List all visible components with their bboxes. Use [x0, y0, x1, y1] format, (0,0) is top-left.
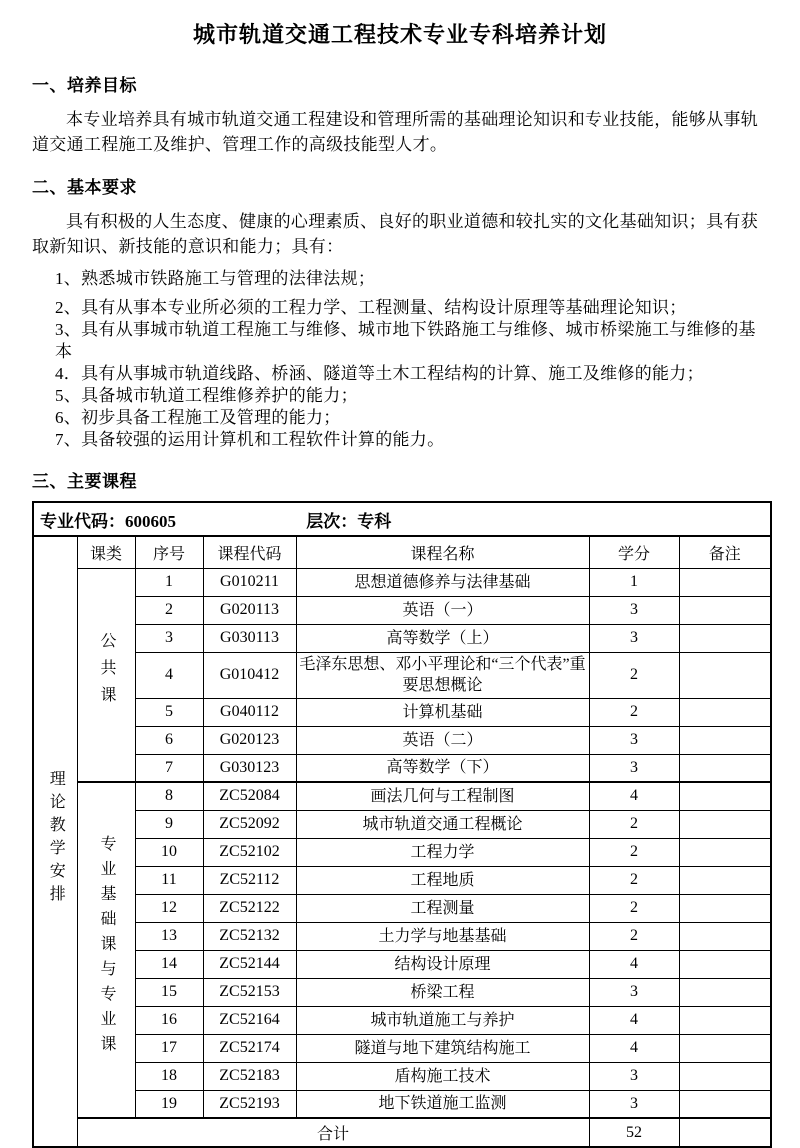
course-seq: 10: [135, 838, 203, 866]
course-credits: 2: [589, 894, 679, 922]
course-code: G040112: [203, 698, 296, 726]
table-row: [33, 950, 771, 978]
course-seq: 17: [135, 1034, 203, 1062]
course-remarks: [679, 596, 771, 624]
course-name: 土力学与地基基础: [296, 922, 589, 950]
table-total-row: [33, 1118, 771, 1147]
courses-table: [32, 501, 772, 1148]
course-code: G010211: [203, 568, 296, 596]
course-credits: 3: [589, 1062, 679, 1090]
course-code: G020123: [203, 726, 296, 754]
course-credits: 4: [589, 1006, 679, 1034]
course-remarks: [679, 1062, 771, 1090]
course-name: 结构设计原理: [296, 950, 589, 978]
side-label-vertical: 理论教学安排: [47, 770, 65, 908]
course-credits: 4: [589, 782, 679, 810]
course-seq: 9: [135, 810, 203, 838]
course-code: ZC52112: [203, 866, 296, 894]
course-code: G030123: [203, 754, 296, 782]
course-remarks: [679, 624, 771, 652]
table-row: [33, 838, 771, 866]
course-seq: 18: [135, 1062, 203, 1090]
course-remarks: [679, 652, 771, 698]
course-seq: 3: [135, 624, 203, 652]
col-header-code: 课程代码: [203, 536, 296, 568]
course-credits: 4: [589, 1034, 679, 1062]
course-seq: 7: [135, 754, 203, 782]
course-remarks: [679, 1090, 771, 1118]
course-code: ZC52144: [203, 950, 296, 978]
table-row: [33, 568, 771, 596]
side-label-cell: [33, 536, 77, 1147]
requirement-item: 7、具备较强的运用计算机和工程软件计算的能力。: [55, 430, 445, 449]
table-row: [33, 922, 771, 950]
table-header-row: [33, 536, 771, 568]
course-remarks: [679, 754, 771, 782]
requirements-list: [55, 268, 768, 451]
col-header-credits: 学分: [589, 536, 679, 568]
course-remarks: [679, 838, 771, 866]
course-seq: 6: [135, 726, 203, 754]
course-name: 高等数学（上）: [296, 624, 589, 652]
total-remarks: [679, 1118, 771, 1147]
course-code: ZC52193: [203, 1090, 296, 1118]
course-remarks: [679, 866, 771, 894]
course-seq: 12: [135, 894, 203, 922]
course-remarks: [679, 1034, 771, 1062]
course-credits: 3: [589, 726, 679, 754]
col-header-remarks: 备注: [679, 536, 771, 568]
requirement-item: 1、熟悉城市铁路施工与管理的法律法规；: [55, 269, 376, 288]
goal-paragraph: 本专业培养具有城市轨道交通工程建设和管理所需的基础理论知识和专业技能，能够从事轨道交通工程施工及维护、管理工作的高级技能型人才。: [32, 110, 758, 154]
course-seq: 1: [135, 568, 203, 596]
course-seq: 15: [135, 978, 203, 1006]
table-row: [33, 624, 771, 652]
course-seq: 2: [135, 596, 203, 624]
course-name: 城市轨道施工与养护: [296, 1006, 589, 1034]
course-name: 桥梁工程: [296, 978, 589, 1006]
course-remarks: [679, 782, 771, 810]
course-credits: 2: [589, 810, 679, 838]
table-row: [33, 652, 771, 698]
course-code: ZC52174: [203, 1034, 296, 1062]
col-header-seq: 序号: [135, 536, 203, 568]
course-code: G030113: [203, 624, 296, 652]
major-code-label: 专业代码：600605: [40, 511, 176, 531]
course-code: ZC52153: [203, 978, 296, 1006]
course-name: 城市轨道交通工程概论: [296, 810, 589, 838]
course-credits: 2: [589, 652, 679, 698]
table-row: [33, 596, 771, 624]
course-credits: 2: [589, 922, 679, 950]
course-remarks: [679, 726, 771, 754]
requirement-item: 3、具有从事城市轨道工程施工与维修、城市地下铁路施工与维修、城市桥梁施工与维修的基本: [55, 320, 756, 361]
course-remarks: [679, 1006, 771, 1034]
course-seq: 13: [135, 922, 203, 950]
course-code: ZC52084: [203, 782, 296, 810]
course-name: 地下铁道施工监测: [296, 1090, 589, 1118]
course-credits: 4: [589, 950, 679, 978]
table-row: [33, 866, 771, 894]
table-row: [33, 754, 771, 782]
doc-title: 城市轨道交通工程技术专业专科培养计划: [192, 22, 607, 47]
course-name: 思想道德修养与法律基础: [296, 568, 589, 596]
course-credits: 3: [589, 1090, 679, 1118]
section-heading-requirements: 二、基本要求: [32, 178, 137, 197]
course-credits: 2: [589, 866, 679, 894]
course-name: 隧道与地下建筑结构施工: [296, 1034, 589, 1062]
course-remarks: [679, 894, 771, 922]
table-row: [33, 810, 771, 838]
course-seq: 16: [135, 1006, 203, 1034]
table-row: [33, 1034, 771, 1062]
course-seq: 5: [135, 698, 203, 726]
course-name: 毛泽东思想、邓小平理论和“三个代表”重要思想概论: [296, 652, 589, 698]
course-credits: 3: [589, 754, 679, 782]
course-remarks: [679, 810, 771, 838]
course-code: G020113: [203, 596, 296, 624]
table-row: [33, 698, 771, 726]
table-meta-row: [33, 502, 771, 536]
course-code: ZC52092: [203, 810, 296, 838]
table-meta-cell: [33, 502, 771, 536]
course-credits: 3: [589, 978, 679, 1006]
course-remarks: [679, 698, 771, 726]
table-row: [33, 1090, 771, 1118]
requirement-item: 5、具备城市轨道工程维修养护的能力；: [55, 386, 358, 405]
category-label-vertical: 专业基础课与专业课: [98, 835, 115, 1060]
level-label: 层次：专科: [306, 511, 392, 531]
course-seq: 14: [135, 950, 203, 978]
course-code: ZC52183: [203, 1062, 296, 1090]
course-name: 工程力学: [296, 838, 589, 866]
course-name: 画法几何与工程制图: [296, 782, 589, 810]
requirements-intro: 具有积极的人生态度、健康的心理素质、良好的职业道德和较扎实的文化基础知识；具有获取新知识、新技能的意识和能力；具有：: [32, 212, 758, 256]
course-remarks: [679, 568, 771, 596]
course-code: ZC52132: [203, 922, 296, 950]
section-heading-courses: 三、主要课程: [32, 472, 137, 491]
course-code: ZC52102: [203, 838, 296, 866]
course-seq: 19: [135, 1090, 203, 1118]
total-label: 合计: [77, 1118, 589, 1147]
course-code: ZC52164: [203, 1006, 296, 1034]
course-code: ZC52122: [203, 894, 296, 922]
course-remarks: [679, 950, 771, 978]
table-row: [33, 726, 771, 754]
col-header-category: 课类: [77, 536, 135, 568]
course-credits: 2: [589, 698, 679, 726]
category-cell-professional: [77, 782, 135, 1118]
course-seq: 11: [135, 866, 203, 894]
course-credits: 2: [589, 838, 679, 866]
category-cell-public: [77, 568, 135, 782]
course-name: 英语（二）: [296, 726, 589, 754]
course-name: 工程测量: [296, 894, 589, 922]
category-label-vertical: 公共课: [98, 631, 115, 713]
table-row: [33, 782, 771, 810]
course-credits: 1: [589, 568, 679, 596]
table-row: [33, 894, 771, 922]
requirement-item: 4．具有从事城市轨道线路、桥涵、隧道等土木工程结构的计算、施工及维修的能力；: [55, 364, 704, 383]
course-name: 工程地质: [296, 866, 589, 894]
course-code: G010412: [203, 652, 296, 698]
col-header-name: 课程名称: [296, 536, 589, 568]
table-row: [33, 1006, 771, 1034]
course-name: 英语（一）: [296, 596, 589, 624]
course-credits: 3: [589, 624, 679, 652]
requirement-item: 2、具有从事本专业所必须的工程力学、工程测量、结构设计原理等基础理论知识；: [55, 298, 687, 317]
course-remarks: [679, 978, 771, 1006]
table-row: [33, 978, 771, 1006]
course-name: 高等数学（下）: [296, 754, 589, 782]
course-name: 盾构施工技术: [296, 1062, 589, 1090]
section-heading-goal: 一、培养目标: [32, 76, 137, 95]
course-seq: 4: [135, 652, 203, 698]
course-remarks: [679, 922, 771, 950]
course-name: 计算机基础: [296, 698, 589, 726]
requirement-item: 6、初步具备工程施工及管理的能力；: [55, 408, 341, 427]
table-row: [33, 1062, 771, 1090]
course-seq: 8: [135, 782, 203, 810]
course-credits: 3: [589, 596, 679, 624]
total-credits: 52: [589, 1118, 679, 1147]
